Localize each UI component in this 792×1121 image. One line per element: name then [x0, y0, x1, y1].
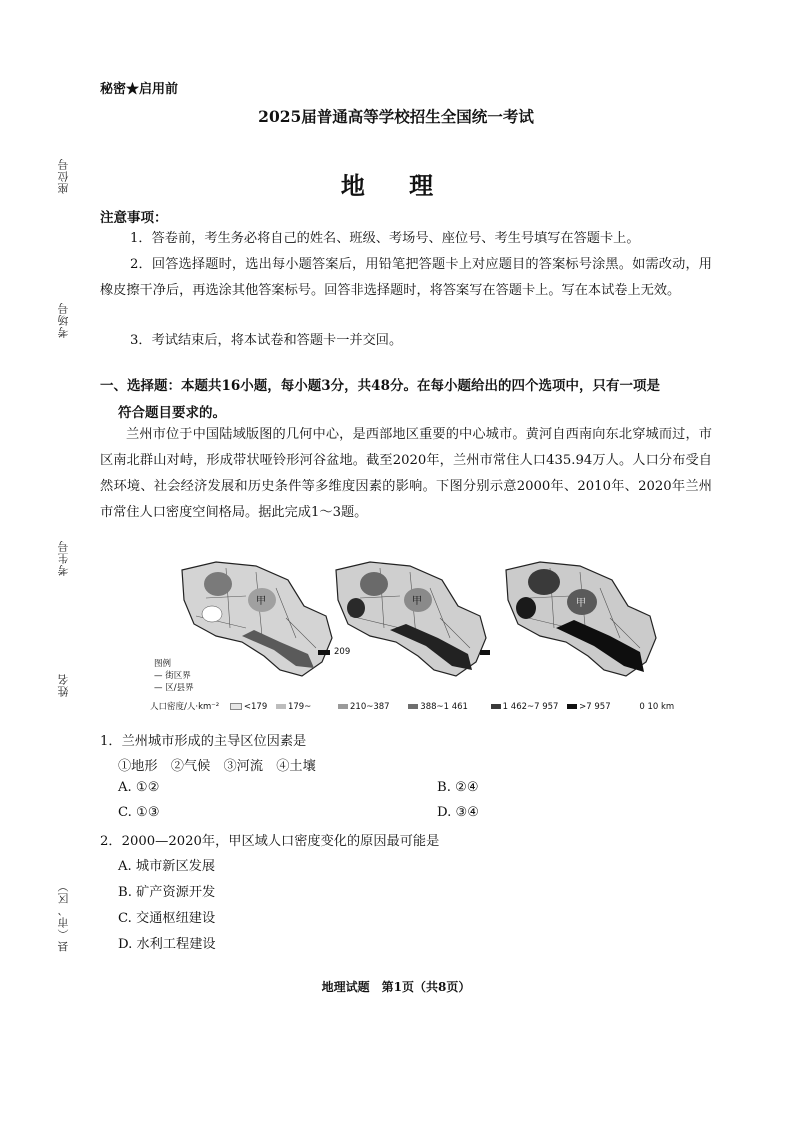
legend-density-row [150, 700, 690, 712]
legend-swatch [408, 704, 418, 709]
legend-line-icon: — [154, 671, 166, 681]
legend-class: 179~ [287, 702, 312, 712]
notice-item: 2．回答选择题时，选出每小题答案后，用铅笔把答题卡上对应题目的答案标号涂黑。如需改动，用橡皮擦干净后，再选涂其他答案标号。回答非选择题时，将答案写在答题卡上。写在本试卷上无效。 [100, 257, 712, 298]
question-1-sub: ①地形 ②气候 ③河流 ④土壤 [118, 759, 316, 774]
question-2-option-b: B. 矿产资源开发 [118, 885, 216, 900]
mark-209: 209 [334, 647, 351, 657]
section-heading-cont: 符合题目要求的。 [118, 405, 226, 421]
legend-street-label: 街区界 [165, 671, 191, 681]
legend-swatch [230, 703, 242, 710]
side-label-room: 考场号 [57, 302, 70, 338]
map-2000 [182, 562, 332, 676]
mark-209-swatch [318, 650, 330, 655]
question-1-option-c: C. ①③ [118, 805, 160, 820]
legend-swatch [567, 704, 577, 709]
side-label-name: 姓名 [57, 673, 70, 697]
legend-density-label: 人口密度/人·km⁻² [150, 702, 220, 712]
map-area-label: 甲 [412, 596, 422, 607]
legend-class: >7 957 [579, 702, 611, 712]
subject-title: 地 理 [340, 171, 452, 200]
legend-swatch [276, 704, 286, 709]
question-2-option-c: C. 交通枢纽建设 [118, 911, 216, 926]
density-map-svg [150, 558, 690, 683]
legend-class: 210~387 [350, 702, 390, 712]
question-1-option-a: A. ①② [118, 780, 160, 795]
section-heading: 一、选择题：本题共16小题，每小题3分，共48分。在每小题给出的四个选项中，只有一项是 [100, 378, 660, 394]
passage: 兰州市位于中国陆域版图的几何中心，是西部地区重要的中心城市。黄河自西南向东北穿城而过，市区南北群山对峙，形成带状哑铃形河谷盆地。截至2020年，兰州市常住人口435.94万人。人口分布受自然环境、社会经济发展和历史条件等多维度因素的影响。下图分别示意2000年、2010年、2020年兰州市常住人口密度空间格局。据此完成1～3题。 [100, 427, 712, 520]
question-2-stem: 2．2000—2020年，甲区域人口密度变化的原因最可能是 [100, 834, 440, 849]
question-1-option-d: D. ③④ [437, 805, 480, 820]
question-1-option-b: B. ②④ [437, 780, 479, 795]
side-label-county: 县（市、区） [57, 880, 70, 952]
population-density-maps [150, 558, 690, 718]
notice-item: 1．答卷前，考生务必将自己的姓名、班级、考场号、座位号、考生号填写在答题卡上。 [130, 231, 640, 246]
map-area-label: 甲 [576, 598, 586, 609]
notice-title: 注意事项： [100, 210, 168, 226]
legend-county-label: 区/县界 [165, 683, 194, 693]
legend-class: 1 462~7 957 [502, 702, 559, 712]
question-2-option-d: D. 水利工程建设 [118, 937, 216, 952]
question-2-option-a: A. 城市新区发展 [118, 859, 216, 874]
legend-swatch [338, 704, 348, 709]
legend-class: 388~1 461 [420, 702, 468, 712]
legend-line-icon: — [154, 683, 166, 693]
legend-swatch [491, 704, 501, 709]
side-label-seat: 座位号 [57, 158, 70, 194]
legend-class: <179 [243, 702, 268, 712]
map-2020 [506, 562, 656, 676]
map-2010 [336, 562, 490, 676]
secret-label: 秘密★启用前 [100, 82, 179, 97]
question-1-stem: 1．兰州城市形成的主导区位因素是 [100, 734, 307, 749]
page-footer: 地理试题 第1页（共8页） [321, 980, 471, 994]
legend-county [154, 681, 194, 693]
legend-street [154, 669, 191, 681]
legend-title: 图例 [154, 659, 172, 669]
scale-bar: 0 10 km [639, 702, 675, 712]
map-area-label: 甲 [256, 596, 266, 607]
exam-title: 2025届普通高等学校招生全国统一考试 [258, 107, 534, 126]
notice-item: 3．考试结束后，将本试卷和答题卡一并交回。 [130, 333, 403, 348]
side-label-examinee: 考生号 [57, 540, 70, 576]
